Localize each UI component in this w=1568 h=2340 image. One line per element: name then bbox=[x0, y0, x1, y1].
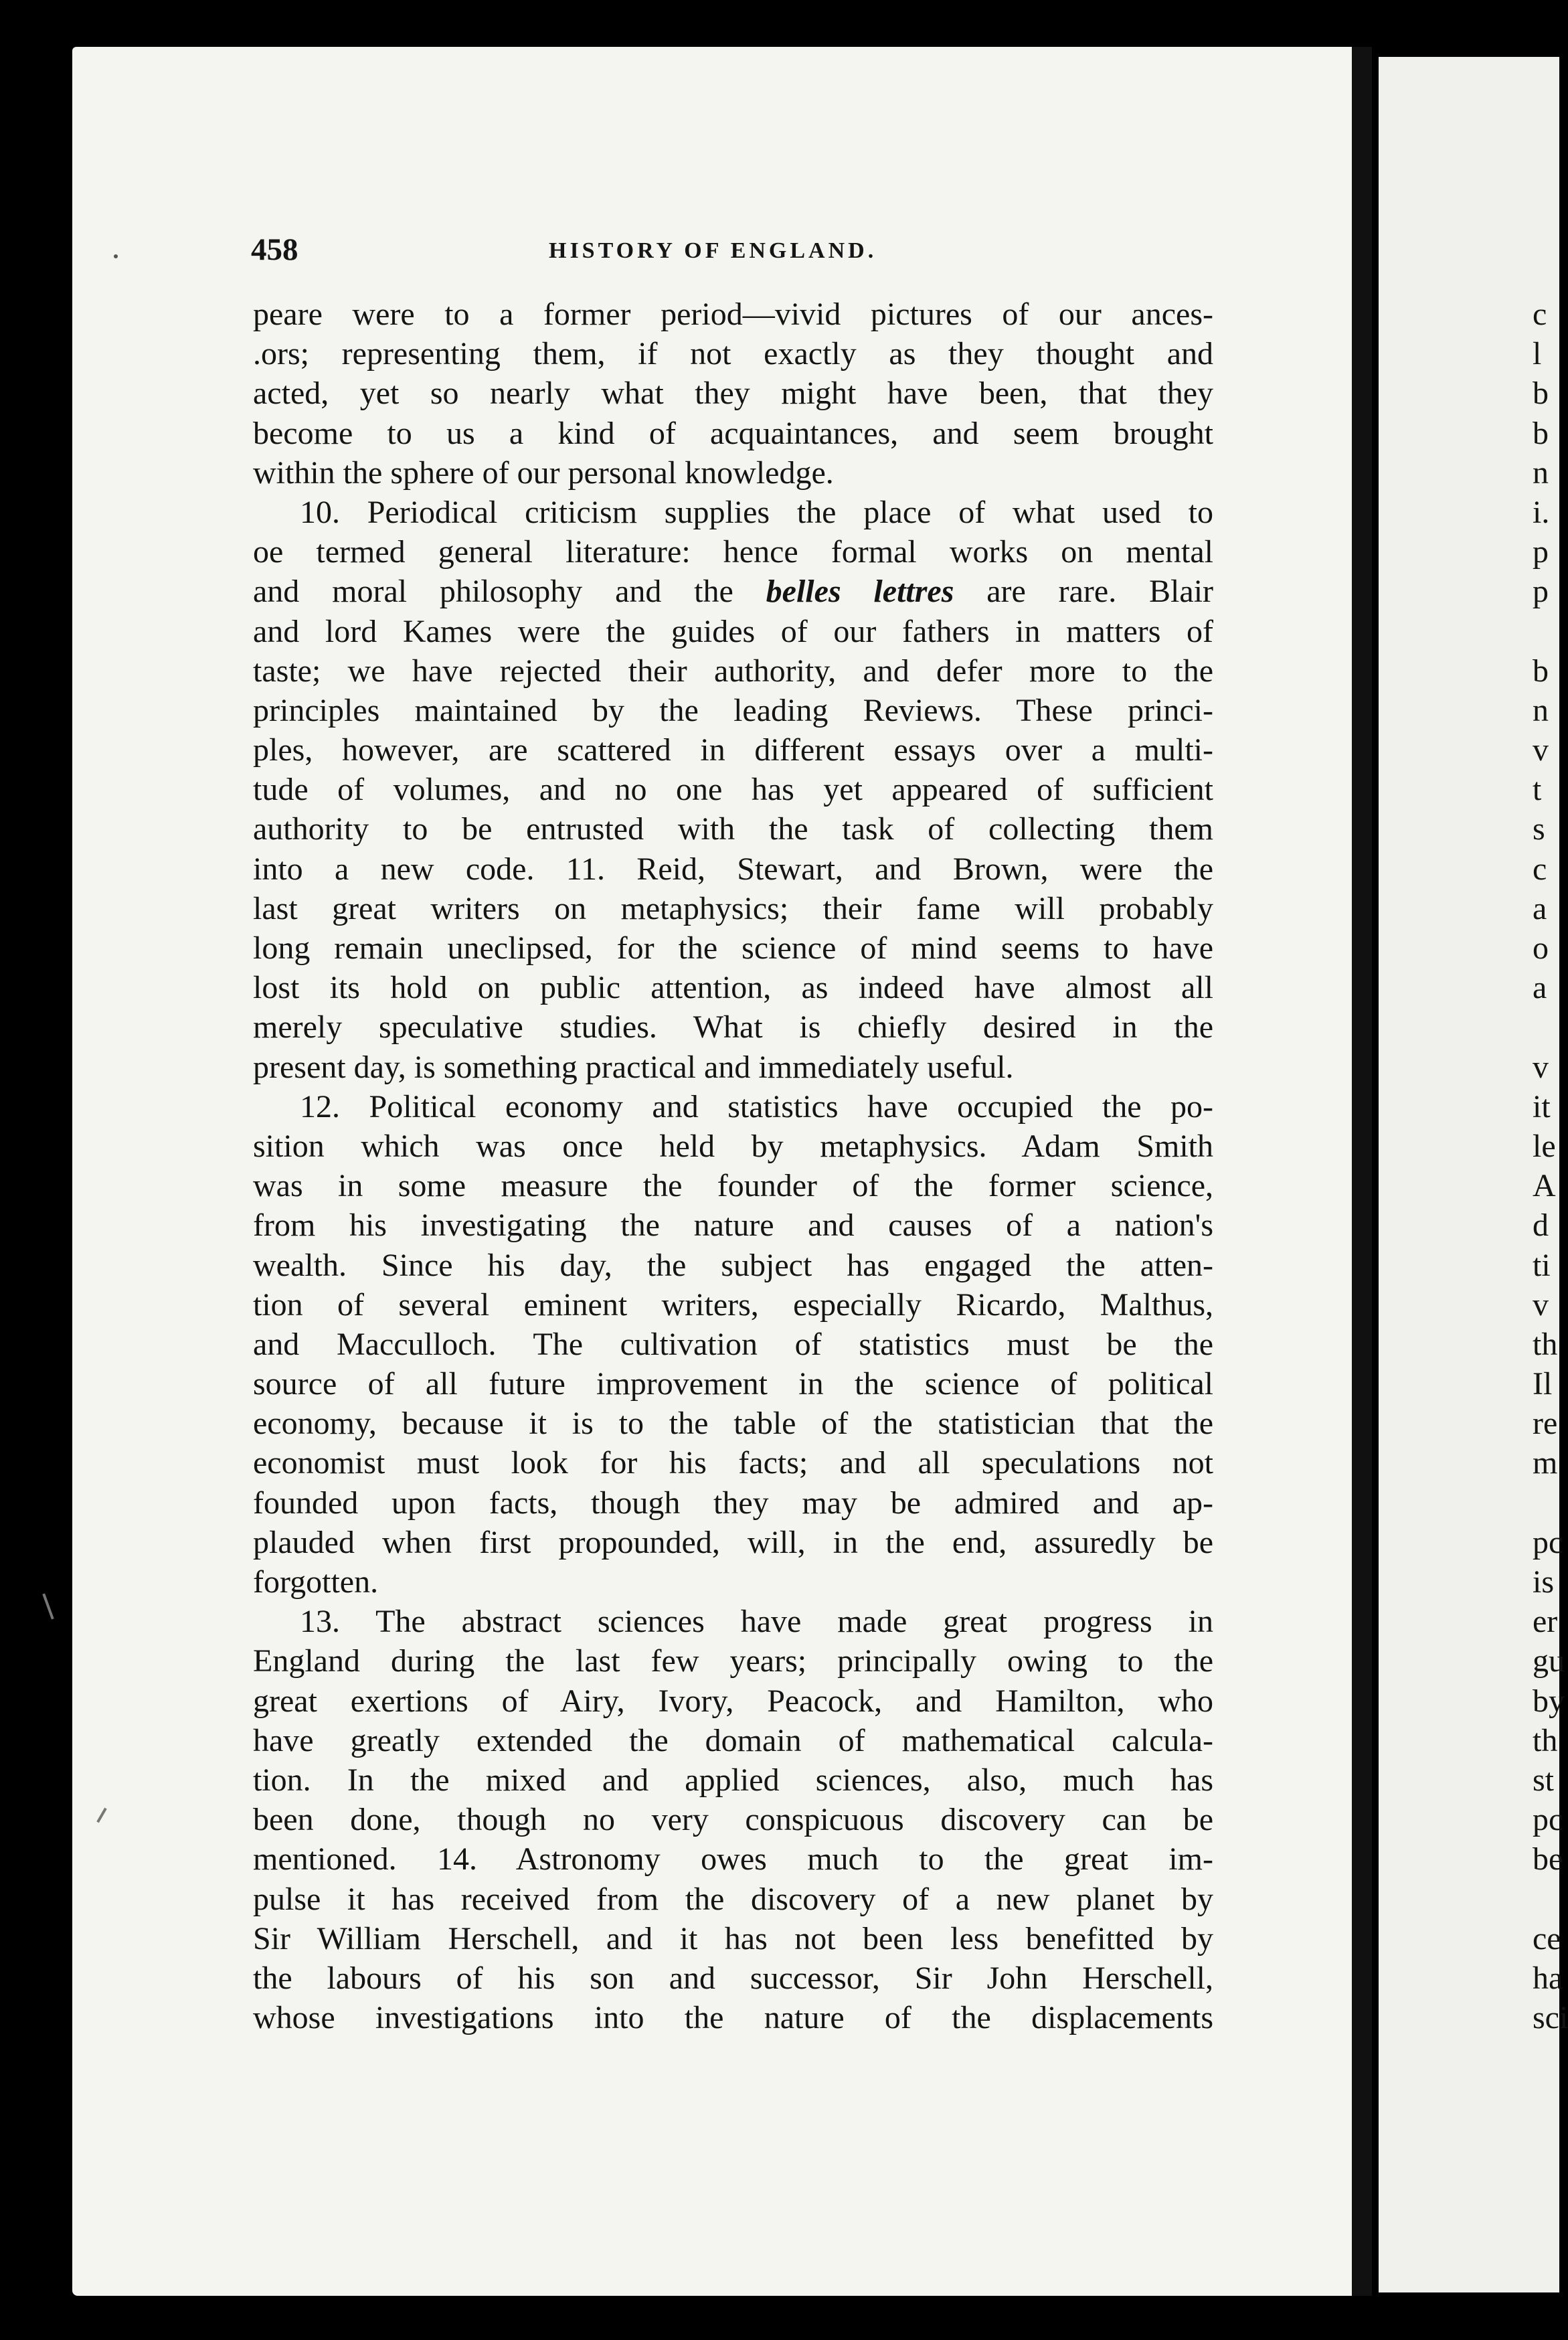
text-line: forgotten. bbox=[253, 1564, 379, 1600]
right-page-fragment bbox=[1533, 1483, 1559, 1523]
text-line: plauded when first propounded, will, in the end, assuredly be bbox=[253, 1524, 1213, 1560]
right-page-fragment: i. bbox=[1533, 494, 1550, 530]
text-line: the labours of his son and successor, Sir John Herschell, bbox=[253, 1960, 1213, 1996]
text-line: and Macculloch. The cultivation of statistics must be the bbox=[253, 1326, 1213, 1362]
right-page-fragment: re bbox=[1533, 1406, 1558, 1442]
right-page-fragment: ce bbox=[1533, 1920, 1561, 1956]
page-number: 458 bbox=[251, 232, 298, 267]
text-line: Sir William Herschell, and it has not been less benefitted by bbox=[253, 1920, 1213, 1956]
text-line: within the sphere of our personal knowledge. bbox=[253, 454, 834, 491]
page-gutter bbox=[1352, 47, 1372, 2296]
right-page-fragment: a bbox=[1533, 890, 1547, 926]
right-page-fragment: o bbox=[1533, 930, 1549, 966]
text-line: founded upon facts, though they may be admired and ap- bbox=[253, 1485, 1213, 1521]
text-line: mentioned. 14. Astronomy owes much to the great im- bbox=[253, 1841, 1213, 1877]
right-page-fragment: b bbox=[1533, 653, 1549, 689]
text-line: .ors; representing them, if not exactly as they thought and bbox=[253, 336, 1213, 372]
text-line: into a new code. 11. Reid, Stewart, and Brown, were the bbox=[253, 851, 1213, 887]
right-page-fragment: Il bbox=[1533, 1366, 1553, 1402]
right-page-fragment: sci bbox=[1533, 2000, 1568, 2036]
text-line: wealth. Since his day, the subject has engaged the atten- bbox=[253, 1247, 1213, 1283]
right-page-fragment: gu bbox=[1533, 1643, 1565, 1679]
right-page-fragment: d bbox=[1533, 1207, 1549, 1244]
right-page-fragment: m bbox=[1533, 1445, 1558, 1481]
text-line: whose investigations into the nature of the displacements bbox=[253, 2000, 1213, 2036]
text-line: England during the last few years; principally owing to the bbox=[253, 1643, 1213, 1679]
text-line: 10. Periodical criticism supplies the place of what used to bbox=[300, 494, 1213, 530]
text-line: oe termed general literature: hence formal works on mental bbox=[253, 534, 1213, 570]
running-head: HISTORY OF ENGLAND. bbox=[549, 238, 877, 263]
right-page-fragment: b bbox=[1533, 415, 1549, 451]
right-page-fragment: A bbox=[1533, 1168, 1556, 1204]
right-page-fragment: v bbox=[1533, 732, 1549, 768]
margin-mark bbox=[42, 1594, 54, 1620]
text-line: source of all future improvement in the science of political bbox=[253, 1366, 1213, 1402]
text-line: acted, yet so nearly what they might have been, that they bbox=[253, 375, 1213, 412]
right-page-fragment: th bbox=[1533, 1326, 1558, 1362]
right-page-fragment: by bbox=[1533, 1683, 1565, 1719]
right-page-fragment: be bbox=[1533, 1841, 1563, 1877]
text-line: and moral philosophy and the belles lettres are rare. Blair bbox=[253, 574, 1214, 610]
text-line: been done, though no very conspicuous discovery can be bbox=[253, 1802, 1213, 1838]
right-page-fragment: c bbox=[1533, 297, 1547, 332]
text-line: taste; we have rejected their authority, and defer more to the bbox=[253, 653, 1213, 689]
right-page-fragment: le bbox=[1533, 1128, 1556, 1164]
right-page-fragment: it bbox=[1533, 1088, 1551, 1124]
right-page-text-fragments bbox=[1533, 295, 1568, 2037]
text-line: was in some measure the founder of the former science, bbox=[253, 1168, 1213, 1204]
right-page-fragment: b bbox=[1533, 375, 1549, 412]
text-line: ples, however, are scattered in different essays over a multi- bbox=[253, 732, 1213, 768]
text-line: principles maintained by the leading Reviews. These princi- bbox=[253, 692, 1213, 728]
right-page-fragment: pc bbox=[1533, 1802, 1563, 1838]
text-line: tion. In the mixed and applied sciences, also, much has bbox=[253, 1762, 1213, 1798]
text-line: peare were to a former period—vivid pictures of our ances- bbox=[253, 297, 1213, 332]
right-page-fragment: er bbox=[1533, 1604, 1558, 1640]
right-page-fragment: is bbox=[1533, 1564, 1555, 1600]
text-line: from his investigating the nature and causes of a nation's bbox=[253, 1207, 1213, 1244]
right-page-fragment bbox=[1533, 612, 1559, 651]
text-line: lost its hold on public attention, as indeed have almost all bbox=[253, 970, 1213, 1006]
right-page-fragment: th bbox=[1533, 1722, 1558, 1758]
text-line: tion of several eminent writers, especially Ricardo, Malthus, bbox=[253, 1286, 1213, 1323]
text-line: tude of volumes, and no one has yet appeared of sufficient bbox=[253, 772, 1213, 808]
text-line: sition which was once held by metaphysics. Adam Smith bbox=[253, 1128, 1213, 1164]
text-line: and lord Kames were the guides of our fathers in matters of bbox=[253, 613, 1213, 649]
right-page-fragment bbox=[1533, 1879, 1559, 1919]
right-page-fragment: p bbox=[1533, 534, 1549, 570]
text-line: have greatly extended the domain of mathematical calcula- bbox=[253, 1722, 1213, 1758]
text-line: economy, because it is to the table of the statistician that the bbox=[253, 1406, 1213, 1442]
right-page-fragment: pc bbox=[1533, 1524, 1563, 1560]
text-line: become to us a kind of acquaintances, and seem brought bbox=[253, 415, 1213, 451]
right-page-fragment: n bbox=[1533, 454, 1549, 491]
text-line: pulse it has received from the discovery of a new planet by bbox=[253, 1881, 1213, 1917]
right-page-fragment: c bbox=[1533, 851, 1547, 887]
right-page-fragment: a bbox=[1533, 970, 1547, 1006]
text-line: authority to be entrusted with the task of collecting them bbox=[253, 811, 1213, 847]
right-page-fragment: v bbox=[1533, 1049, 1549, 1085]
text-line: present day, is something practical and immediately useful. bbox=[253, 1049, 1014, 1085]
page-header bbox=[251, 232, 1215, 272]
text-line: 13. The abstract sciences have made great progress in bbox=[300, 1604, 1213, 1640]
right-page-fragment: l bbox=[1533, 336, 1542, 372]
right-page-fragment: t bbox=[1533, 772, 1542, 808]
right-page-fragment: st bbox=[1533, 1762, 1555, 1798]
text-line: 12. Political economy and statistics have occupied the po- bbox=[300, 1088, 1213, 1124]
right-page-fragment: p bbox=[1533, 574, 1549, 610]
right-page-fragment: s bbox=[1533, 811, 1545, 847]
text-line: economist must look for his facts; and all speculations not bbox=[253, 1445, 1213, 1481]
right-page-fragment bbox=[1533, 1007, 1559, 1047]
right-page-fragment: ha bbox=[1533, 1960, 1563, 1996]
margin-speck bbox=[114, 254, 118, 258]
text-line: long remain uneclipsed, for the science of mind seems to have bbox=[253, 930, 1213, 966]
right-page-fragment: v bbox=[1533, 1286, 1549, 1323]
text-line: last great writers on metaphysics; their fame will probably bbox=[253, 890, 1213, 926]
text-line: merely speculative studies. What is chiefly desired in the bbox=[253, 1009, 1213, 1046]
body-text bbox=[253, 295, 1213, 2037]
right-page-fragment: ti bbox=[1533, 1247, 1551, 1283]
right-page-fragment: n bbox=[1533, 692, 1549, 728]
text-line: great exertions of Airy, Ivory, Peacock, and Hamilton, who bbox=[253, 1683, 1213, 1719]
